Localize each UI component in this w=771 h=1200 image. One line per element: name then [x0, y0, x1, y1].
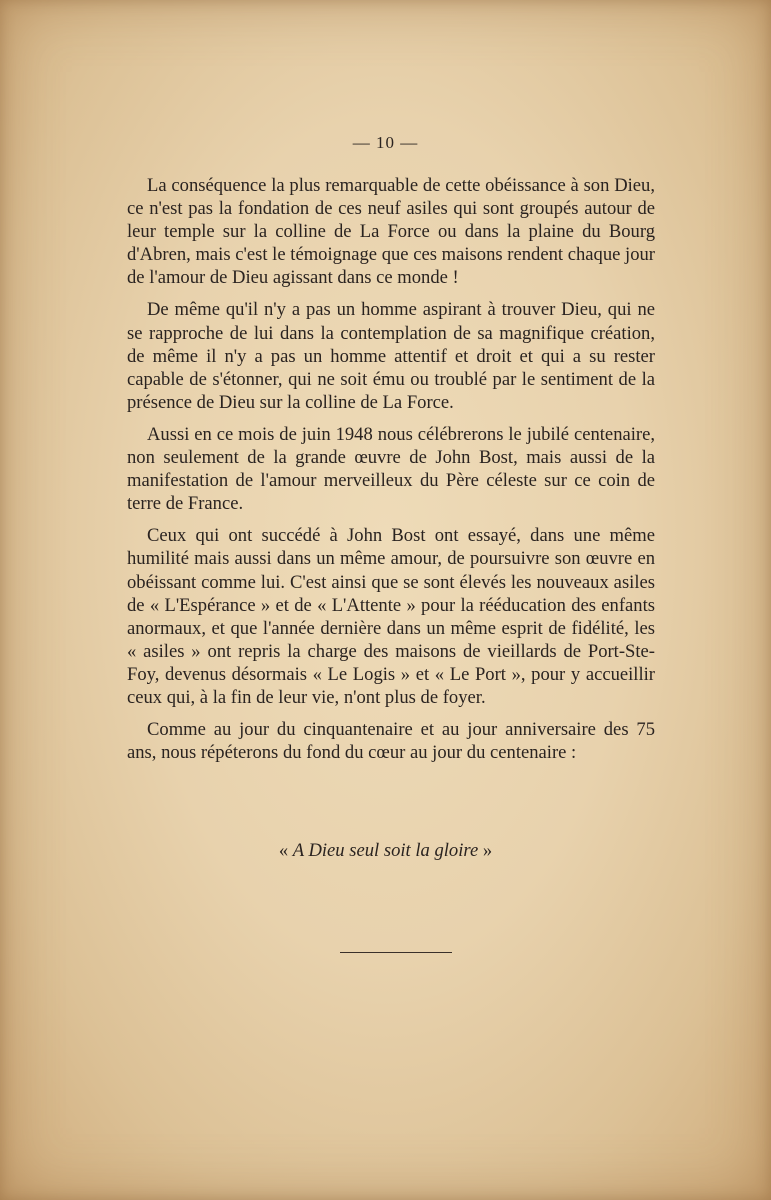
closing-quote	[0, 840, 771, 862]
closing-open-quote: «	[278, 840, 293, 861]
body-text	[127, 174, 655, 773]
page-number: — 10 —	[352, 133, 419, 152]
paragraph-4: Ceux qui ont succédé à John Bost ont essayé, dans une même humilité mais aussi dans un même amour, de poursuivre son œuvre en obéissant comme lui. C'est ainsi que se sont élevés les nouveaux asiles de « L'Espérance » et de « L'Attente » pour la rééducation des enfants anormaux, et que l'année dernière dans un même esprit de fidélité, les « asiles » ont repris la charge des maisons de vieillards de Port-Ste-Foy, devenus désormais « Le Logis » et « Le Port », pour y accueillir ceux qui, à la fin de leur vie, n'ont plus de foyer.	[127, 525, 655, 708]
paragraph-3: Aussi en ce mois de juin 1948 nous célébrerons le jubilé centenaire, non seulement de la grande œuvre de John Bost, mais aussi de la manifestation de l'amour merveilleux du Père céleste sur ce coin de terre de France.	[127, 423, 655, 515]
paragraph-1: La conséquence la plus remarquable de cette obéissance à son Dieu, ce n'est pas la fondation de ces neuf asiles qui sont groupés autour de leur temple sur la colline de La Force ou dans la plaine du Bourg d'Abren, mais c'est le témoignage que ces maisons rendent chaque jour de l'amour de Dieu agissant dans ce monde !	[127, 175, 655, 289]
closing-close-quote: »	[478, 840, 493, 861]
paragraph-2: De même qu'il n'y a pas un homme aspirant à trouver Dieu, qui ne se rapproche de lui dans la contemplation de sa magnifique création, de même il n'y a pas un homme attentif et droit et qui a su rester capable de s'étonner, qui ne soit ému ou troublé par le sentiment de la présence de Dieu sur la colline de La Force.	[127, 299, 655, 413]
paragraph-5: Comme au jour du cinquantenaire et au jour anniversaire des 75 ans, nous répéterons du fond du cœur au jour du centenaire :	[127, 719, 655, 764]
end-divider	[340, 952, 452, 953]
closing-text: A Dieu seul soit la gloire	[292, 840, 479, 861]
